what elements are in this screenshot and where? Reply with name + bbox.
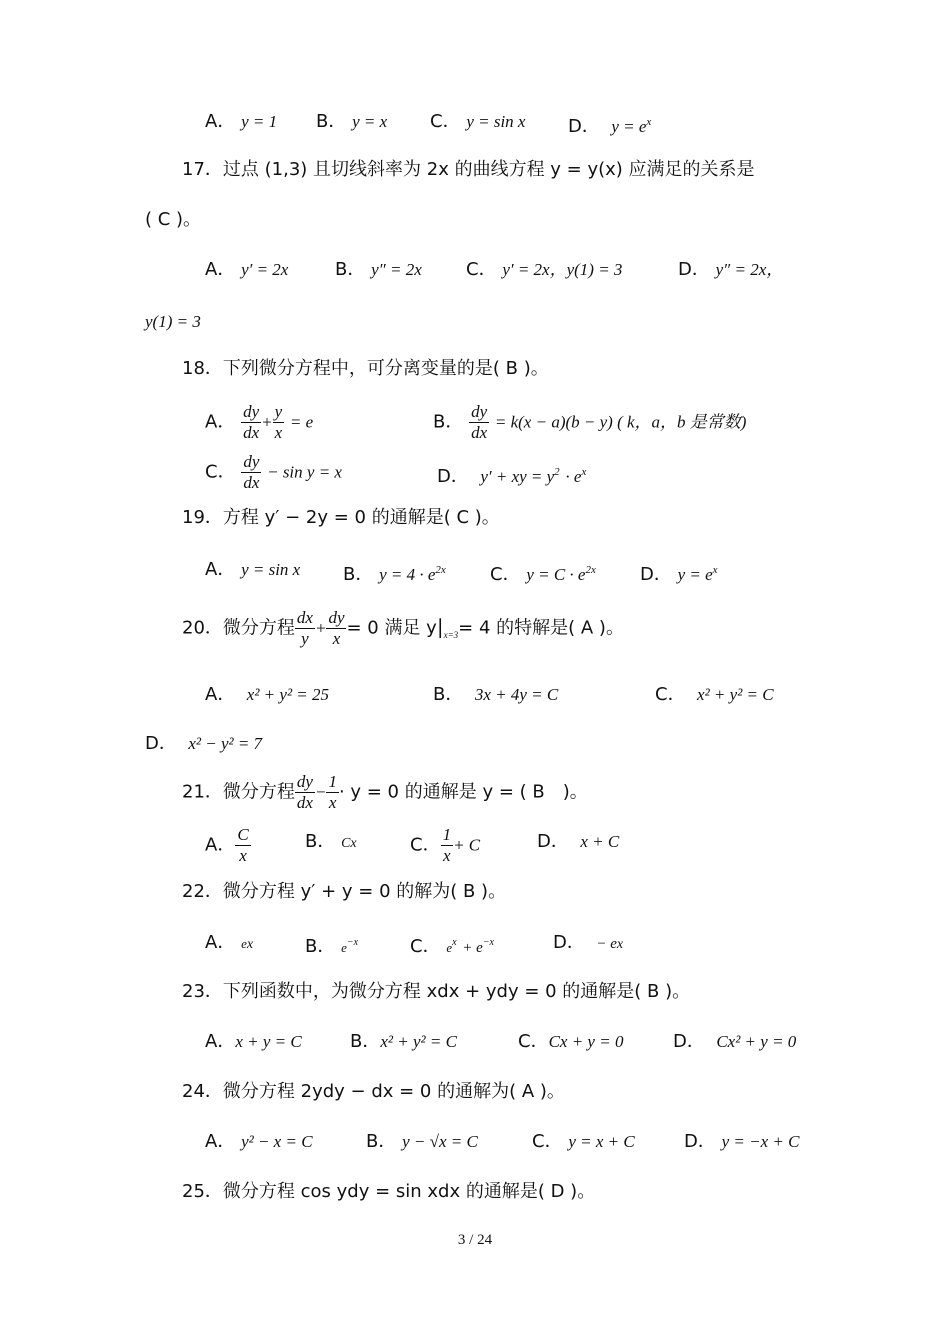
q16-option-a: A． y = 1 xyxy=(205,111,278,132)
q24-option-c: C． y = x + C xyxy=(532,1131,635,1152)
q16-option-c: C． y = sin x xyxy=(430,111,526,132)
q22-option-d: D． − ex xyxy=(553,932,624,953)
q17-option-a: A． y′ = 2x xyxy=(205,259,289,280)
q20-option-b: B． 3x + 4y = C xyxy=(433,684,559,705)
q18-option-a: A． $\frac{dy}{dx}$ + $\frac{y}{x}$ = e xyxy=(205,402,314,442)
q20-stem: 20．微分方程 $\frac{dx}{y}$ + $\frac{dy}{x}$ = 0 满足 $y|_{x=3}= 4$ 的特解是( A )。 xyxy=(182,608,624,648)
fraction: $\frac{1}{x}$ xyxy=(328,772,337,812)
q22-option-c: C． $e^x + e^{-x}$ xyxy=(410,936,494,957)
q24-option-a: A． y² − x = C xyxy=(205,1131,313,1152)
fraction: $\frac{1}{x}$ xyxy=(442,825,452,865)
q21-option-a: A． $\frac{C}{x}$ xyxy=(205,825,249,865)
fraction: $\frac{dy}{dx}$ xyxy=(296,772,313,812)
q21-option-d: D． x + C xyxy=(537,831,620,852)
q20-option-d: D． x² − y² = 7 xyxy=(145,733,263,754)
fraction: $\frac{dy}{x}$ xyxy=(328,608,345,648)
fraction: $\frac{y}{x}$ xyxy=(274,402,283,442)
q17-stem: 17．过点 (1,3) 且切线斜率为 2x 的曲线方程 y = y(x) 应满足的关系是 xyxy=(182,159,755,180)
q20-option-c: C． x² + y² = C xyxy=(655,684,774,705)
q19-option-a: A． y = sin x xyxy=(205,559,301,580)
q17-option-d-continued: y(1) = 3 xyxy=(145,312,201,331)
q23-option-b: B．x² + y² = C xyxy=(350,1031,457,1052)
q16-option-d: D． $y = e^x$ xyxy=(568,116,652,137)
q24-stem: 24．微分方程 2ydy − dx = 0 的通解为( A )。 xyxy=(182,1081,565,1102)
q19-option-c: C． $y = C \cdot e^{2x}$ xyxy=(490,564,596,585)
q19-stem: 19．方程 y′ − 2y = 0 的通解是( C )。 xyxy=(182,507,500,528)
q19-option-d: D． $y = e^x$ xyxy=(640,564,718,585)
q22-stem: 22．微分方程 y′ + y = 0 的解为( B )。 xyxy=(182,881,507,902)
fraction: $\frac{dx}{y}$ xyxy=(296,608,313,648)
q17-answer: ( C )。 xyxy=(145,209,202,230)
fraction: $\frac{dy}{dx}$ xyxy=(243,452,260,492)
fraction: $\frac{dy}{dx}$ xyxy=(471,402,488,442)
fraction: $\frac{dy}{dx}$ xyxy=(243,402,260,442)
q22-option-b: B． $e^{-x}$ xyxy=(305,936,359,957)
q18-option-c: C． $\frac{dy}{dx}$ − sin y = x xyxy=(205,452,342,492)
q21-option-c: C． $\frac{1}{x}$ + C xyxy=(410,825,481,865)
q17-option-d: D． y″ = 2x， xyxy=(678,259,784,280)
q23-option-c: C．Cx + y = 0 xyxy=(518,1031,624,1052)
q18-option-b: B． $\frac{dy}{dx}$ = k(x − a)(b − y) ( k，a，b 是常数) xyxy=(433,402,747,442)
q21-stem: 21．微分方程 $\frac{dy}{dx}$ − $\frac{1}{x}$ · y = 0 的通解是 y = ( B )。 xyxy=(182,772,588,812)
q23-option-a: A．x + y = C xyxy=(205,1031,302,1052)
q18-option-d: D． y′ + xy = $y^2 \cdot e^x$ xyxy=(437,466,587,487)
q24-option-d: D． y = −x + C xyxy=(684,1131,800,1152)
page-number: 3 / 24 xyxy=(457,1232,493,1248)
q24-option-b: B． y − √x = C xyxy=(366,1131,478,1152)
q23-stem: 23．下列函数中，为微分方程 xdx + ydy = 0 的通解是( B )。 xyxy=(182,981,691,1002)
q22-option-a: A． ex xyxy=(205,932,254,953)
q19-option-b: B． $y = 4 \cdot e^{2x}$ xyxy=(343,564,446,585)
q20-option-a: A． x² + y² = 25 xyxy=(205,684,330,705)
q17-option-b: B． y″ = 2x xyxy=(335,259,422,280)
q23-option-d: D． Cx² + y = 0 xyxy=(673,1031,797,1052)
fraction: $\frac{C}{x}$ xyxy=(237,825,249,865)
q16-option-b: B． y = x xyxy=(316,111,388,132)
q21-option-b: B． Cx xyxy=(305,831,357,852)
q25-stem: 25．微分方程 cos ydy = sin xdx 的通解是( D )。 xyxy=(182,1181,596,1202)
q18-stem: 18．下列微分方程中，可分离变量的是( B )。 xyxy=(182,358,549,379)
q17-option-c: C． y′ = 2x，y(1) = 3 xyxy=(466,259,623,280)
